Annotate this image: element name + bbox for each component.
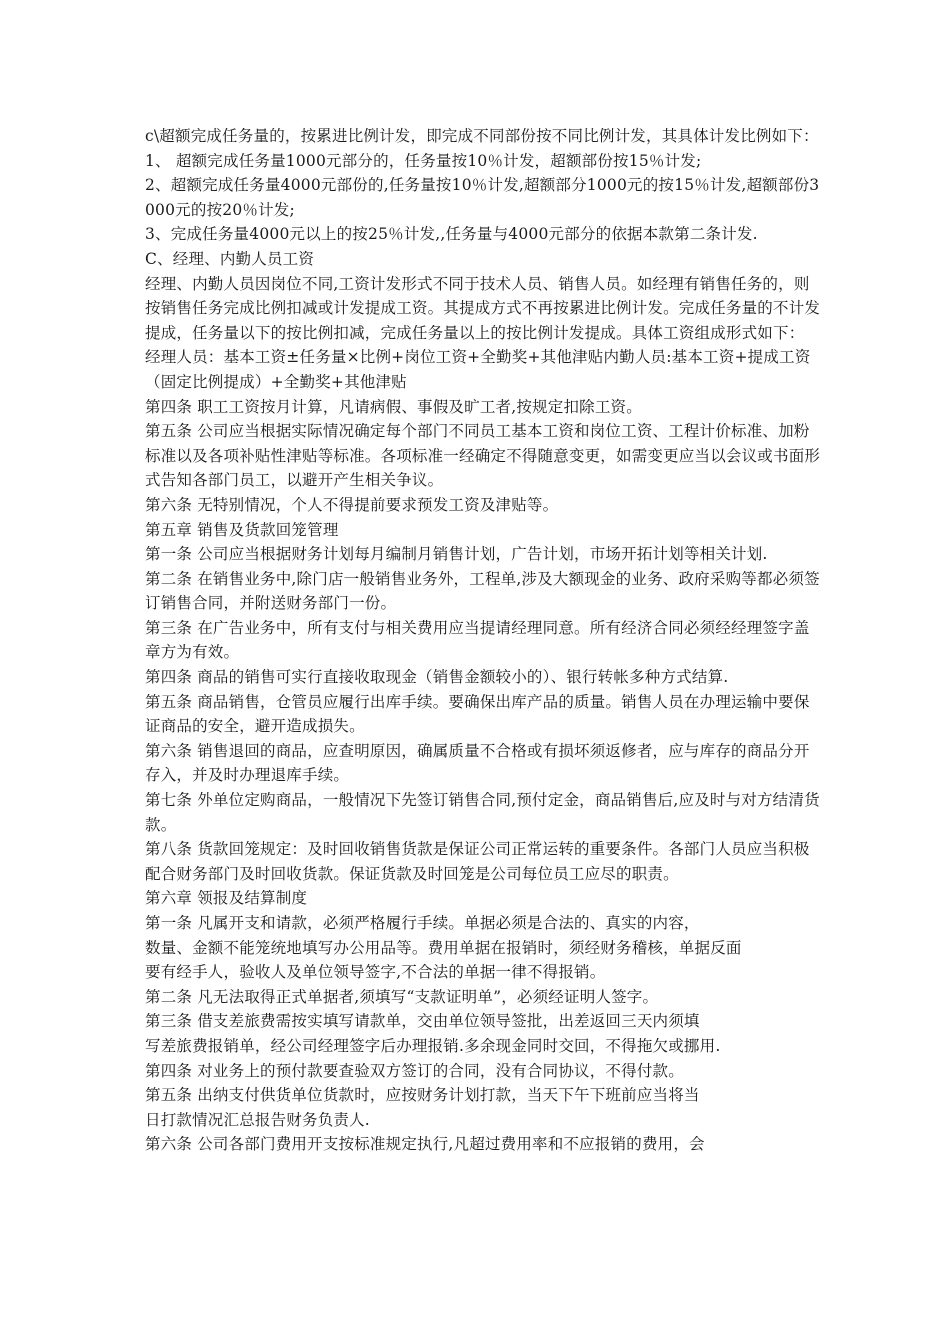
article: 第五条 出纳支付供货单位货款时，应按财务计划打款，当天下午下班前应当将当 (145, 1086, 700, 1105)
document-body (145, 124, 825, 1157)
article: 第六条 公司各部门费用开支按标准规定执行,凡超过费用率和不应报销的费用，会 (145, 1135, 705, 1154)
article: 第四条 对业务上的预付款要查验双方签订的合同，没有合同协议，不得付款。 (145, 1061, 684, 1080)
article: 第三条 借支差旅费需按实填写请款单，交由单位领导签批，出差返回三天内须填 (145, 1012, 700, 1031)
paragraph: 经理、内勤人员因岗位不同,工资计发形式不同于技术人员、销售人员。如经理有销售任务的，则按销售任务完成比例扣减或计发提成工资。其提成方式不再按累进比例计发。完成任务量的不计发提成，任务量以下的按比例扣减，完成任务量以上的按比例计发提成。具体工资组成形式如下： (145, 274, 821, 342)
article: 第五条 商品销售，仓管员应履行出库手续。要确保出库产品的质量。销售人员在办理运输中要保证商品的安全，避开造成损失。 (145, 692, 810, 736)
paragraph: c\超额完成任务量的，按累进比例计发，即完成不同部份按不同比例计发，其具体计发比例如下： (145, 127, 819, 145)
article-continuation: 要有经手人，验收人及单位领导签字,不合法的单据一律不得报销。 (145, 963, 606, 982)
article: 第六条 无特别情况，个人不得提前要求预发工资及津贴等。 (145, 495, 559, 514)
article: 第一条 公司应当根据财务计划每月编制月销售计划，广告计划，市场开拓计划等相关计划. (145, 545, 768, 564)
paragraph: 1、 超额完成任务量1000元部分的，任务量按10％计发，超额部份按15％计发; (145, 151, 702, 170)
article: 第八条 货款回笼规定：及时回收销售货款是保证公司正常运转的重要条件。各部门人员应当积极配合财务部门及时回收货款。保证货款及时回笼是公司每位员工应尽的职责。 (145, 840, 810, 883)
article: 第四条 职工工资按月计算，凡请病假、事假及旷工者,按规定扣除工资。 (145, 397, 642, 416)
chapter-heading: 第五章 销售及货款回笼管理 (145, 520, 339, 539)
article: 第五条 公司应当根据实际情况确定每个部门不同员工基本工资和岗位工资、工程计价标准、加粉标准以及各项补贴性津贴等标准。各项标准一经确定不得随意变更，如需变更应当以会议或书面形式告知各部门员工，以避开产生相关争议。 (145, 422, 821, 490)
article-continuation: 日打款情况汇总报告财务负责人. (145, 1110, 370, 1129)
section-heading: C、经理、内勤人员工资 (145, 249, 315, 268)
paragraph: 经理人员：基本工资±任务量×比例+岗位工资+全勤奖+其他津贴内勤人员:基本工资+提成工资（固定比例提成）+全勤奖+其他津贴 (145, 348, 811, 391)
article-continuation: 数量、金额不能笼统地填写办公用品等。费用单据在报销时，须经财务稽核，单据反面 (145, 938, 742, 957)
paragraph: 2、超额完成任务量4000元部份的,任务量按10％计发,超额部分1000元的按15％计发,超额部份3000元的按20％计发; (145, 176, 820, 219)
article: 第一条 凡属开支和请款，必须严格履行手续。单据必须是合法的、真实的内容， (145, 914, 700, 932)
chapter-heading: 第六章 领报及结算制度 (145, 889, 308, 908)
article: 第四条 商品的销售可实行直接收取现金（销售金额较小的）、银行转帐多种方式结算. (145, 668, 729, 687)
article: 第六条 销售退回的商品，应查明原因，确属质量不合格或有损坏须返修者，应与库存的商品分开存入，并及时办理退库手续。 (145, 741, 810, 785)
article: 第二条 凡无法取得正式单据者,须填写“支款证明单”，必须经证明人签字。 (145, 987, 659, 1006)
article: 第三条 在广告业务中，所有支付与相关费用应当提请经理同意。所有经济合同必须经经理签字盖章方为有效。 (145, 618, 810, 662)
article: 第七条 外单位定购商品，一般情况下先签订销售合同,预付定金，商品销售后,应及时与对方结清货款。 (145, 791, 820, 834)
article: 第二条 在销售业务中,除门店一般销售业务外，工程单,涉及大额现金的业务、政府采购等都必须签订销售合同，并附送财务部门一份。 (145, 569, 820, 613)
article-continuation: 写差旅费报销单，经公司经理签字后办理报销.多余现金同时交回，不得拖欠或挪用. (145, 1036, 721, 1055)
paragraph: 3、完成任务量4000元以上的按25％计发,,任务量与4000元部分的依据本款第二条计发. (145, 225, 758, 244)
